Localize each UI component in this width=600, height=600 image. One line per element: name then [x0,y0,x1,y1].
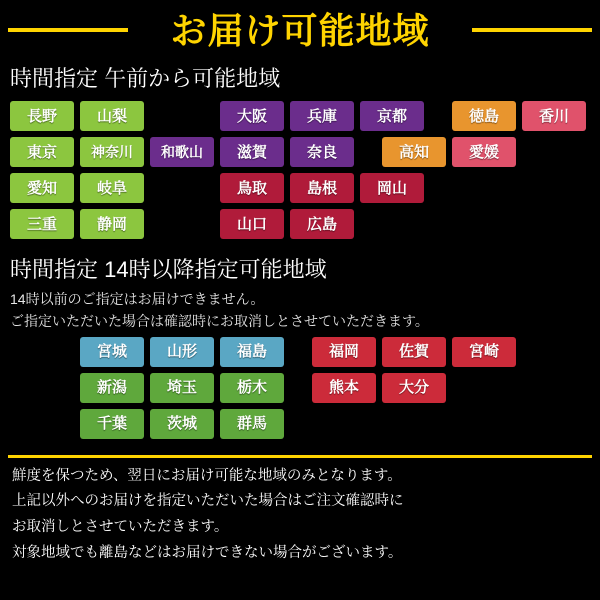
footer-line-3: お取消しとさせていただきます。 [12,519,229,536]
prefecture-chip-fukushima[interactable]: 福島 [220,337,284,367]
prefecture-chip-hyogo[interactable]: 兵庫 [290,101,354,131]
title-rule-right [472,28,592,32]
prefecture-chip-yamagata[interactable]: 山形 [150,337,214,367]
prefecture-chip-miyagi[interactable]: 宮城 [80,337,144,367]
prefecture-chip-shiga[interactable]: 滋賀 [220,137,284,167]
chip-row [10,173,600,203]
page-title: お届け可能地域 [164,3,435,54]
poster-title-bar [0,0,600,56]
prefecture-chip-mie[interactable]: 三重 [10,209,74,239]
prefecture-chip-gunma[interactable]: 群馬 [220,409,284,439]
prefecture-chip-saga[interactable]: 佐賀 [382,337,446,367]
section-heading-afternoon: 時間指定 14時以降指定可能地域 [10,257,327,282]
prefecture-chip-tottori[interactable]: 鳥取 [220,173,284,203]
prefecture-chip-tokushima[interactable]: 徳島 [452,101,516,131]
chip-row [10,337,600,367]
prefecture-chip-kanagawa[interactable]: 神奈川 [80,137,144,167]
prefecture-chip-aichi[interactable]: 愛知 [10,173,74,203]
row-spacer [10,373,74,403]
prefecture-chip-wakayama[interactable]: 和歌山 [150,137,214,167]
prefecture-chip-kumamoto[interactable]: 熊本 [312,373,376,403]
prefecture-chip-niigata[interactable]: 新潟 [80,373,144,403]
section-note-1: 14時以前のご指定はお届けできません。 [10,291,265,307]
prefecture-chip-kyoto[interactable]: 京都 [360,101,424,131]
chip-row [10,209,600,239]
prefecture-chip-fukuoka[interactable]: 福岡 [312,337,376,367]
prefecture-grid-afternoon [0,333,600,447]
row-spacer [10,337,74,367]
section-afternoon [0,247,600,447]
prefecture-chip-nara[interactable]: 奈良 [290,137,354,167]
prefecture-chip-kochi[interactable]: 高知 [382,137,446,167]
prefecture-chip-tochigi[interactable]: 栃木 [220,373,284,403]
prefecture-chip-shimane[interactable]: 島根 [290,173,354,203]
prefecture-chip-ehime[interactable]: 愛媛 [452,137,516,167]
prefecture-chip-ibaraki[interactable]: 茨城 [150,409,214,439]
row-spacer [150,101,214,131]
prefecture-grid-morning [0,97,600,247]
prefecture-chip-chiba[interactable]: 千葉 [80,409,144,439]
footer-line-1: 鮮度を保つため、翌日にお届け可能な地域のみとなります。 [12,467,402,484]
footer-line-2: 上記以外へのお届けを指定いただいた場合はご注文確認時に [12,493,404,510]
footer-notes [0,464,600,567]
footer-divider [8,455,592,458]
section-heading-morning: 時間指定 午前から可能地域 [10,66,281,91]
chip-row [10,137,600,167]
prefecture-chip-kagawa[interactable]: 香川 [522,101,586,131]
row-spacer [150,173,214,203]
prefecture-chip-miyazaki[interactable]: 宮崎 [452,337,516,367]
prefecture-chip-okayama[interactable]: 岡山 [360,173,424,203]
prefecture-chip-tokyo[interactable]: 東京 [10,137,74,167]
title-rule-left [8,28,128,32]
prefecture-chip-gifu[interactable]: 岐阜 [80,173,144,203]
chip-row [10,373,600,403]
row-spacer [10,409,74,439]
prefecture-chip-nagano[interactable]: 長野 [10,101,74,131]
prefecture-chip-saitama[interactable]: 埼玉 [150,373,214,403]
footer-line-4: 対象地域でも離島などはお届けできない場合がございます。 [12,544,403,561]
section-note-2: ご指定いただいた場合は確認時にお取消しとさせていただきます。 [10,313,429,330]
prefecture-chip-oita[interactable]: 大分 [382,373,446,403]
row-spacer [150,209,214,239]
prefecture-chip-hiroshima[interactable]: 広島 [290,209,354,239]
section-morning [0,56,600,247]
chip-row [10,409,600,439]
prefecture-chip-osaka[interactable]: 大阪 [220,101,284,131]
prefecture-chip-yamaguchi[interactable]: 山口 [220,209,284,239]
prefecture-chip-yamanashi[interactable]: 山梨 [80,101,144,131]
chip-row [10,101,600,131]
prefecture-chip-shizuoka[interactable]: 静岡 [80,209,144,239]
